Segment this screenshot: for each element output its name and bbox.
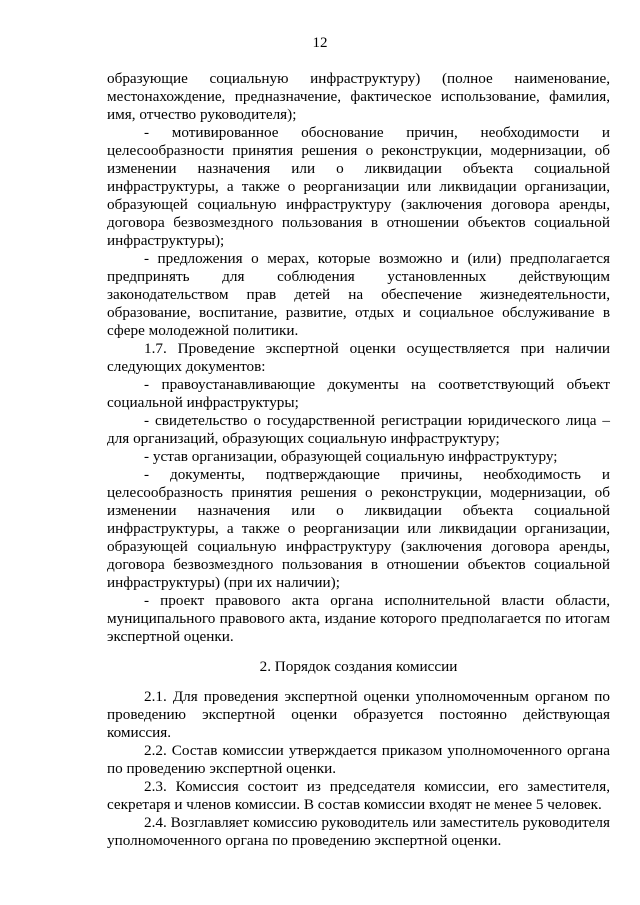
paragraph-clause: 2.1. Для проведения экспертной оценки уполномоченным органом по проведению экспертной оценки образуется постоянно действующая комиссия.: [107, 688, 610, 741]
list-item: - документы, подтверждающие причины, необходимость и целесообразность принятия решения о реконструкции, модернизации, об изменении назначения или о ликвидации объекта социальной инфраструктуры, а также о реорганизации или ликвидации организации, образующей социальную инфраструктуру (заключения договора аренды, договора безвозмездного пользования в отношении объектов социальной инфраструктуры) (при их наличии);: [107, 466, 610, 591]
paragraph-clause: 2.2. Состав комиссии утверждается приказом уполномоченного органа по проведению экспертной оценки.: [107, 742, 610, 777]
list-item: - мотивированное обоснование причин, необходимости и целесообразности принятия решения о реконструкции, модернизации, об изменении назначения или о ликвидации объекта социальной инфраструктуры, а также о реорганизации или ликвидации организации, образующей социальную инфраструктуру (заключения договора аренды, договора безвозмездного пользования в отношении объектов социальной инфраструктуры);: [107, 124, 610, 249]
section-heading: 2. Порядок создания комиссии: [259, 658, 458, 675]
paragraph-continuation: образующие социальную инфраструктуру) (полное наименование, местонахождение, предназначение, фактическое использование, фамилия, имя, отчество руководителя);: [107, 70, 610, 123]
list-item: - правоустанавливающие документы на соответствующий объект социальной инфраструктуры;: [107, 376, 610, 411]
list-item: - свидетельство о государственной регистрации юридического лица – для организаций, образующих социальную инфраструктуру;: [107, 412, 610, 447]
document-body: [107, 70, 610, 850]
list-item: - устав организации, образующей социальную инфраструктуру;: [144, 448, 558, 465]
list-item: - проект правового акта органа исполнительной власти области, муниципального правового акта, издание которого предполагается по итогам экспертной оценки.: [107, 592, 610, 645]
page-number: 12: [312, 35, 328, 51]
paragraph-clause: 1.7. Проведение экспертной оценки осуществляется при наличии следующих документов:: [107, 340, 610, 375]
paragraph-clause: 2.4. Возглавляет комиссию руководитель или заместитель руководителя уполномоченного органа по проведению экспертной оценки.: [107, 814, 610, 849]
list-item: - предложения о мерах, которые возможно и (или) предполагается предпринять для соблюдения установленных действующим законодательством прав детей на обеспечение жизнедеятельности, образование, воспитание, развитие, отдых и социальное обслуживание в сфере молодежной политики.: [107, 250, 610, 339]
paragraph-clause: 2.3. Комиссия состоит из председателя комиссии, его заместителя, секретаря и членов комиссии. В состав комиссии входят не менее 5 человек.: [107, 778, 610, 813]
